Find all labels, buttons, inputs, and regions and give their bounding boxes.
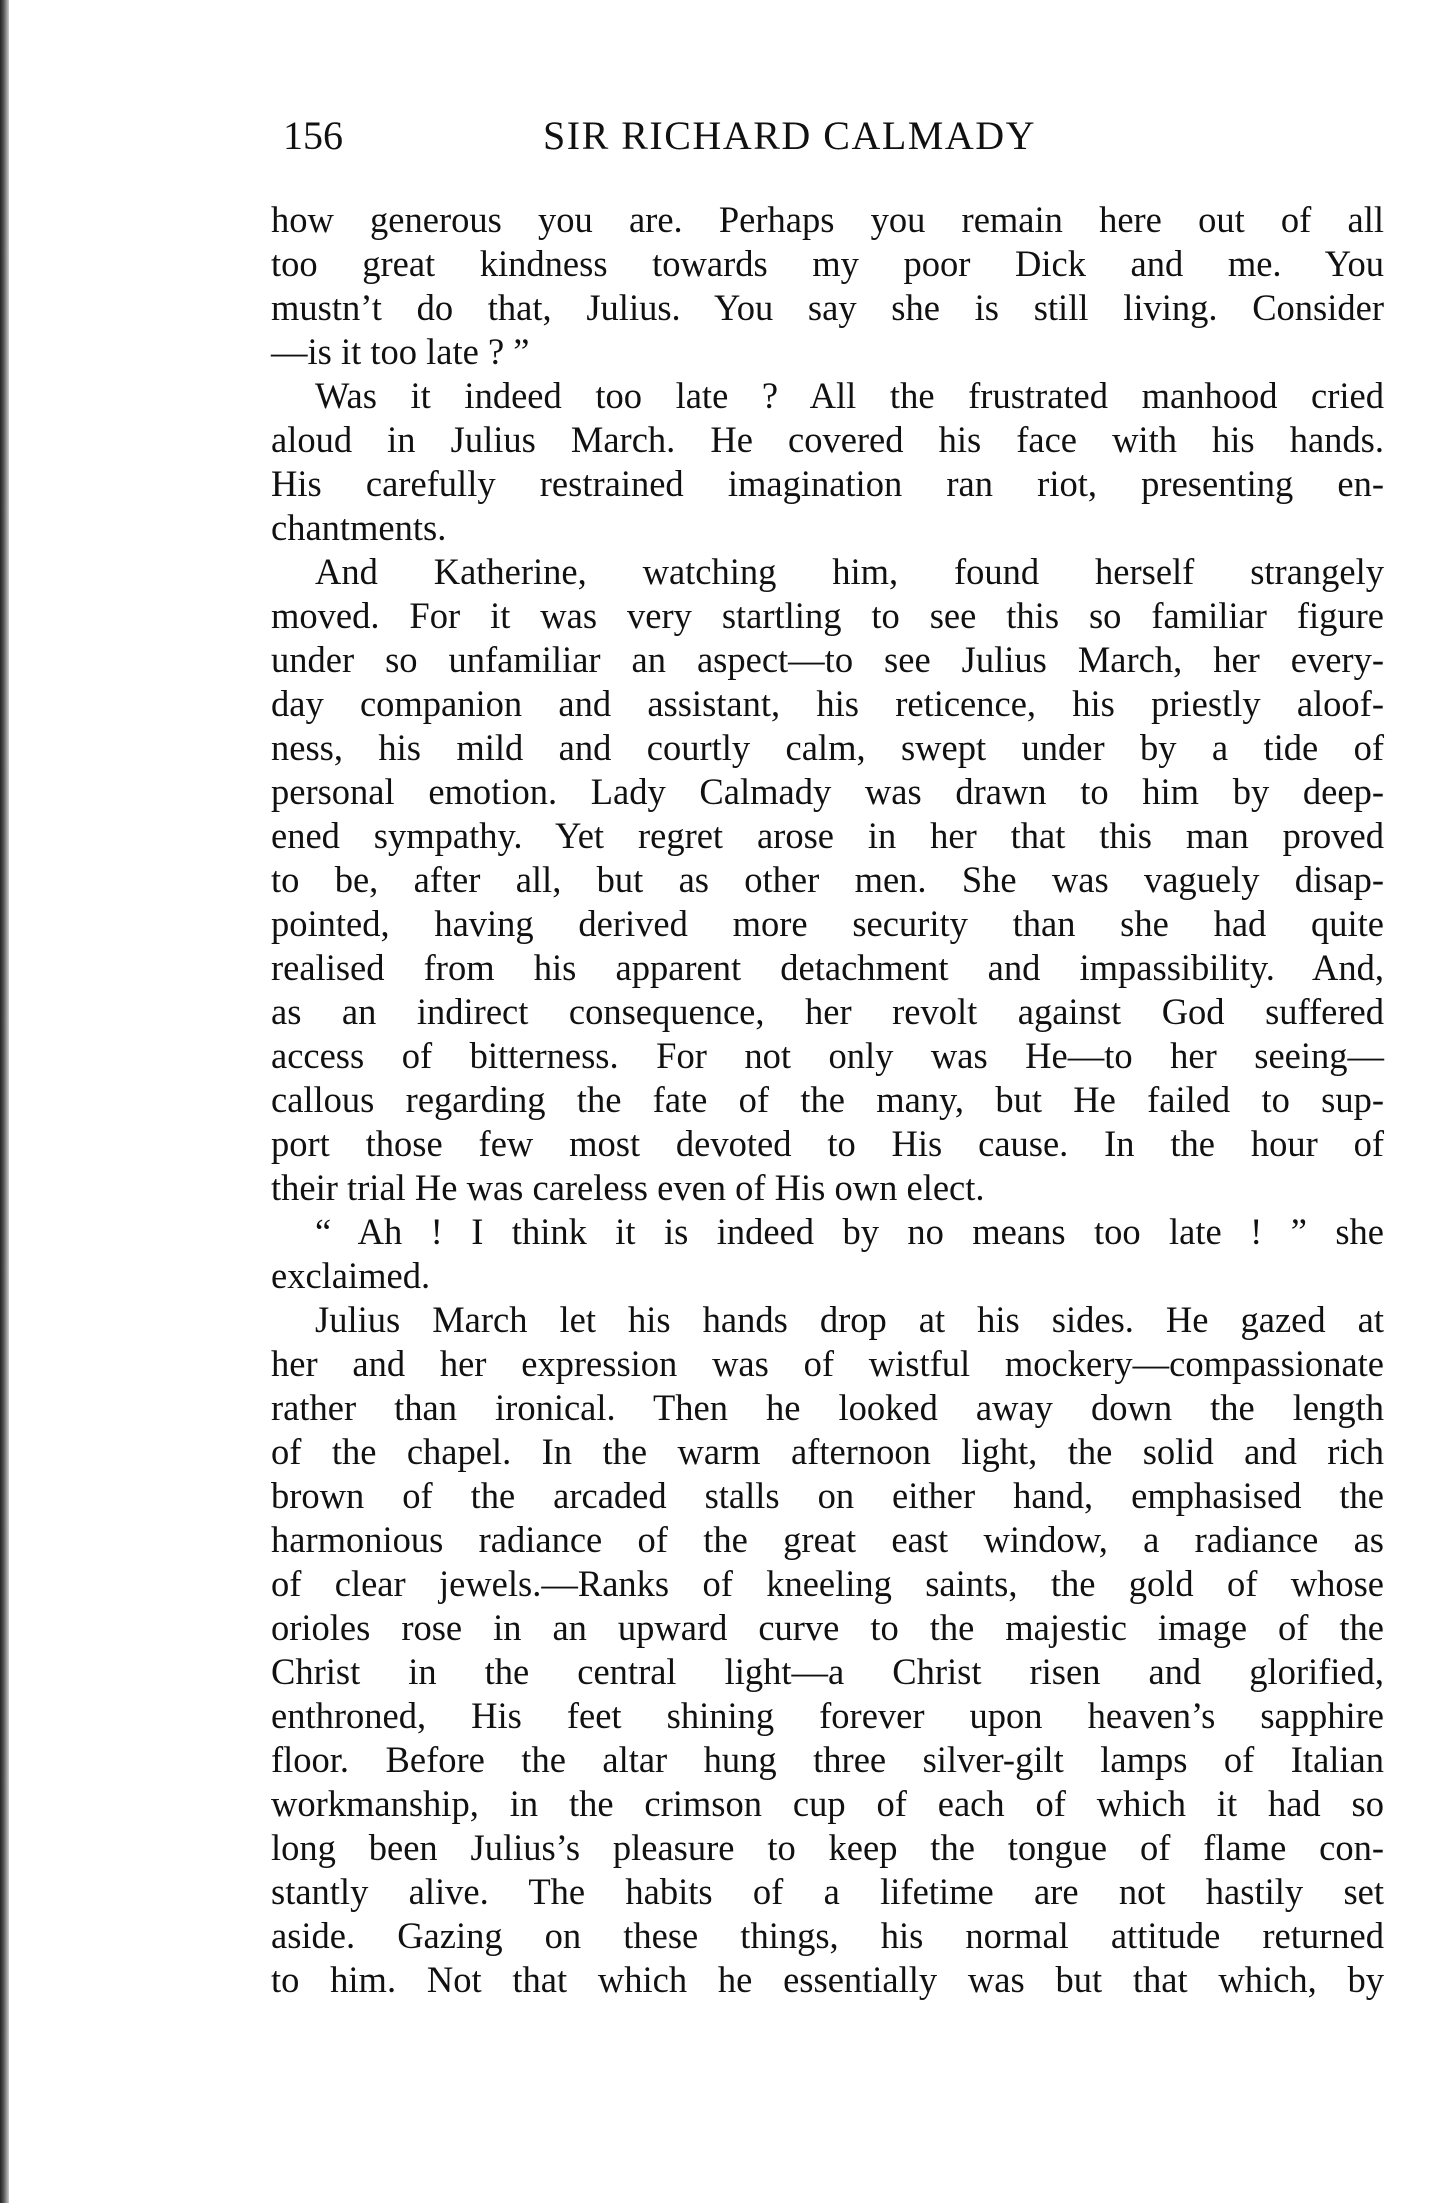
text-line: of clear jewels.—Ranks of kneeling saints, the gold of whose [271, 1563, 1384, 1604]
text-line: chantments. [271, 507, 447, 548]
text-line: aloud in Julius March. He covered his face with his hands. [271, 419, 1384, 460]
text-line: rather than ironical. Then he looked away down the length [271, 1387, 1384, 1428]
text-line: under so unfamiliar an aspect—to see Julius March, her every- [271, 639, 1384, 680]
text-line: realised from his apparent detachment and impassibility. And, [271, 947, 1384, 988]
running-header [271, 112, 1384, 162]
text-line: enthroned, His feet shining forever upon heaven’s sapphire [271, 1695, 1384, 1736]
page-body-text [271, 198, 1384, 2002]
text-line: moved. For it was very startling to see this so familiar figure [271, 595, 1384, 636]
text-line: harmonious radiance of the great east window, a radiance as [271, 1519, 1384, 1560]
page-edge-shadow [0, 0, 9, 2203]
text-line: day companion and assistant, his reticence, his priestly aloof- [271, 683, 1384, 724]
text-line: “ Ah ! I think it is indeed by no means too late ! ” she [315, 1211, 1384, 1252]
text-line: pointed, having derived more security than she had quite [271, 903, 1384, 944]
text-line: to him. Not that which he essentially was but that which, by [271, 1959, 1384, 2000]
text-line: workmanship, in the crimson cup of each of which it had so [271, 1783, 1384, 1824]
text-line: aside. Gazing on these things, his normal attitude returned [271, 1915, 1384, 1956]
text-line: of the chapel. In the warm afternoon light, the solid and rich [271, 1431, 1384, 1472]
text-line: as an indirect consequence, her revolt against God suffered [271, 991, 1384, 1032]
text-line: And Katherine, watching him, found herself strangely [315, 551, 1384, 592]
text-line: His carefully restrained imagination ran riot, presenting en- [271, 463, 1384, 504]
text-line: —is it too late ? ” [271, 331, 530, 372]
text-line: their trial He was careless even of His own elect. [271, 1167, 985, 1208]
text-line: how generous you are. Perhaps you remain here out of all [271, 199, 1384, 240]
text-line: floor. Before the altar hung three silver-gilt lamps of Italian [271, 1739, 1384, 1780]
text-line: long been Julius’s pleasure to keep the tongue of flame con- [271, 1827, 1384, 1868]
text-line: ness, his mild and courtly calm, swept under by a tide of [271, 727, 1384, 768]
running-title: SIR RICHARD CALMADY [543, 113, 1036, 158]
text-line: personal emotion. Lady Calmady was drawn to him by deep- [271, 771, 1384, 812]
text-line: callous regarding the fate of the many, but He failed to sup- [271, 1079, 1384, 1120]
text-line: orioles rose in an upward curve to the majestic image of the [271, 1607, 1384, 1648]
text-line: access of bitterness. For not only was He—to her seeing— [271, 1035, 1384, 1076]
text-line: port those few most devoted to His cause. In the hour of [271, 1123, 1384, 1164]
text-line: brown of the arcaded stalls on either hand, emphasised the [271, 1475, 1384, 1516]
text-line: too great kindness towards my poor Dick and me. You [271, 243, 1384, 284]
text-line: Was it indeed too late ? All the frustrated manhood cried [315, 375, 1384, 416]
text-line: Christ in the central light—a Christ risen and glorified, [271, 1651, 1384, 1692]
text-line: exclaimed. [271, 1255, 431, 1296]
text-line: Julius March let his hands drop at his sides. He gazed at [315, 1299, 1384, 1340]
text-line: mustn’t do that, Julius. You say she is still living. Consider [271, 287, 1384, 328]
page-number: 156 [283, 113, 343, 158]
text-line: to be, after all, but as other men. She was vaguely disap- [271, 859, 1384, 900]
text-line: ened sympathy. Yet regret arose in her that this man proved [271, 815, 1384, 856]
text-line: stantly alive. The habits of a lifetime are not hastily set [271, 1871, 1384, 1912]
text-line: her and her expression was of wistful mockery—compassionate [271, 1343, 1384, 1384]
